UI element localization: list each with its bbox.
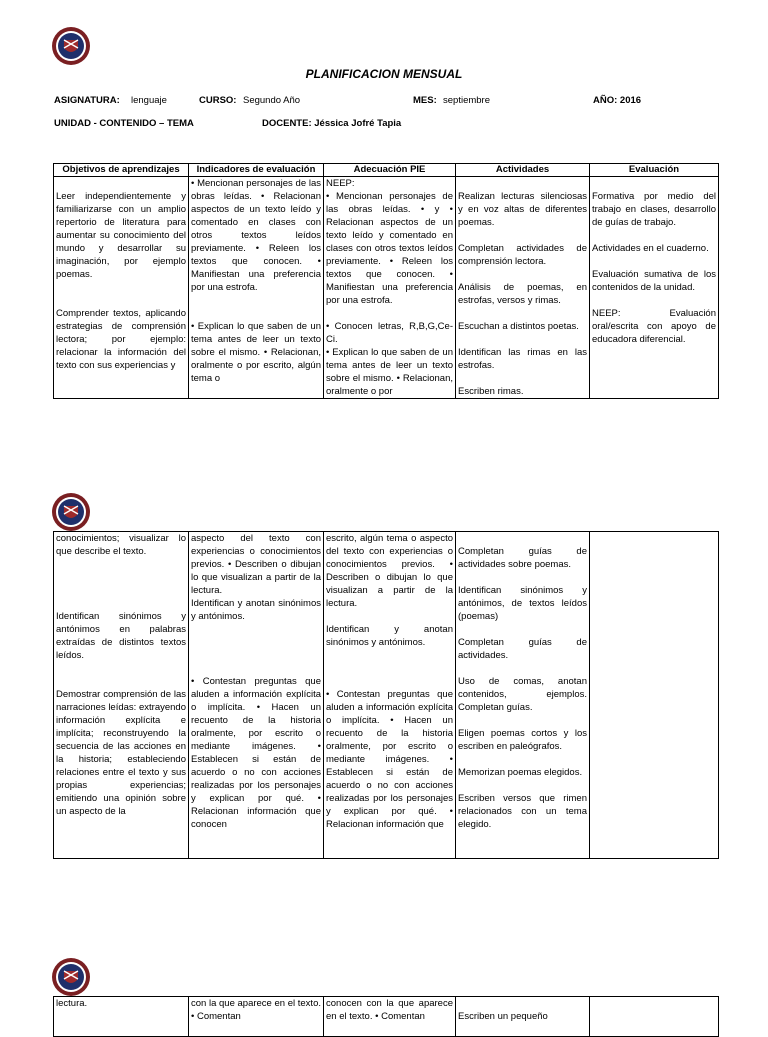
objective-text: conocimientos; visualizar lo que describe el texto. (56, 533, 186, 557)
activity-text: Escuchan a distintos poetas. (458, 321, 579, 332)
cell-adecuacion (324, 532, 456, 859)
table-row (54, 532, 719, 859)
indicator-text: Identifican y anotan sinónimos y antónimos. (191, 598, 321, 622)
school-crest-logo (51, 26, 91, 66)
objective-text: Identifican sinónimos y antónimos en palabras extraídas de distintos textos leídos. (56, 611, 186, 661)
cell-indicadores (189, 177, 324, 399)
header-actividades: Actividades (456, 164, 590, 177)
anio-label: AÑO: 2016 (593, 95, 642, 106)
objective-text: Leer independientemente y familiarizarse con un amplio repertorio de literatura para aumentar su conocimiento del mundo y desarrollar su imaginación, por ejemplo poemas. (56, 191, 186, 280)
cell-indicadores (189, 532, 324, 859)
cell-actividades (456, 997, 590, 1037)
planning-table-continued (53, 531, 719, 859)
evaluation-text: NEEP: Evaluación oral/escrita con apoyo de educadora diferencial. (592, 308, 716, 345)
objective-text: lectura. (56, 998, 88, 1009)
mes-label: MES: (413, 95, 437, 106)
activity-text: Realizan lecturas silenciosas y en voz altas de diferentes poemas. (458, 191, 587, 228)
pie-text: Identifican y anotan sinónimos y antónimos. (326, 624, 453, 648)
pie-text: NEEP: (326, 178, 355, 189)
table-row (54, 997, 719, 1037)
asignatura-value: lenguaje (131, 95, 167, 106)
pie-text: • Mencionan personajes de las obras leídas. • y • Relacionan aspectos de un texto leído y comentado en clases con otros textos leídos previamente. • Releen los textos que conocen. • Manifiestan una preferencia por una estrofa. (326, 191, 453, 306)
activity-text: Identifican las rimas en las estrofas. (458, 347, 587, 371)
planning-table (53, 163, 719, 399)
activity-text: Identifican sinónimos y antónimos, de textos leídos (poemas) (458, 585, 587, 622)
asignatura-label: ASIGNATURA: (54, 95, 120, 106)
header-indicadores: Indicadores de evaluación (189, 164, 324, 177)
pie-text: • Contestan preguntas que aluden a información explícita o implícita. • Hacen un recuento de la historia oralmente, por escrito o mediante imágenes. • Establecen si están de acuerdo o no con acciones realizadas por los personajes y explican por qué. • Relacionan información que (326, 689, 453, 830)
indicator-text: • Explican lo que saben de un tema antes de leer un texto sobre el mismo. • Relacionan, oralmente o por escrito, algún tema o (191, 321, 321, 384)
evaluation-text: Formativa por medio del trabajo en clases, desarrollo de guías de trabajo. (592, 191, 716, 228)
cell-evaluacion (590, 997, 719, 1037)
cell-objetivos (54, 997, 189, 1037)
cell-adecuacion (324, 997, 456, 1037)
evaluation-text: Evaluación sumativa de los contenidos de la unidad. (592, 269, 716, 293)
cell-objetivos (54, 532, 189, 859)
cell-evaluacion (590, 532, 719, 859)
activity-text: Escriben rimas. (458, 386, 524, 397)
table-header-row (54, 164, 719, 177)
cell-actividades (456, 177, 590, 399)
activity-text: Escriben versos que rimen relacionados con un tema elegido. (458, 793, 587, 830)
cell-objetivos (54, 177, 189, 399)
cell-evaluacion (590, 177, 719, 399)
pie-text: • Explican lo que saben de un tema antes de leer un texto sobre el mismo. • Relacionan, oralmente o por (326, 347, 453, 397)
header-evaluacion: Evaluación (590, 164, 719, 177)
pie-text: escrito, algún tema o aspecto del texto con experiencias o conocimientos previos. • Describen o dibujan lo que visualizan a partir de la lectura. (326, 533, 453, 609)
objective-text: Demostrar comprensión de las narraciones leídas: extrayendo información explícita e implícita; reconstruyendo la secuencia de las acciones en la historia; estableciendo relaciones entre el texto y sus propias experiencias; emitiendo una opinión sobre un aspecto de la (56, 689, 186, 817)
mes-value: septiembre (443, 95, 490, 106)
objective-text: Comprender textos, aplicando estrategias de comprensión lectora; por ejemplo: relacionar la información del texto con sus experiencias y (56, 308, 186, 371)
activity-text: Memorizan poemas elegidos. (458, 767, 583, 778)
indicator-text: • Mencionan personajes de las obras leídas. • Relacionan aspectos de un texto leído y comentado en clases con otros textos leídos previamente. • Releen los textos que conocen. • Manifiestan una preferencia por una estrofa. (191, 178, 321, 293)
pie-text: • Conocen letras, R,B,G,Ce-Ci. (326, 321, 453, 345)
school-crest-logo (51, 957, 91, 997)
indicator-text: aspecto del texto con experiencias o conocimientos previos. • Describen o dibujan lo que visualizan a partir de la lectura. (191, 533, 321, 596)
unidad-label: UNIDAD - CONTENIDO – TEMA (54, 118, 194, 129)
cell-actividades (456, 532, 590, 859)
header-adecuacion: Adecuación PIE (324, 164, 456, 177)
docente-label: DOCENTE: Jéssica Jofré Tapia (262, 118, 402, 129)
activity-text: Eligen poemas cortos y los escriben en paleógrafos. (458, 728, 587, 752)
cell-indicadores (189, 997, 324, 1037)
planning-table-continued (53, 996, 719, 1037)
table-row (54, 177, 719, 399)
header-objetivos: Objetivos de aprendizajes (54, 164, 189, 177)
school-crest-logo (51, 492, 91, 532)
activity-text: Análisis de poemas, en estrofas, versos y rimas. (458, 282, 587, 306)
cell-adecuacion (324, 177, 456, 399)
activity-text: Uso de comas, anotan contenidos, ejemplos. Completan guías. (458, 676, 587, 713)
curso-value: Segundo Año (243, 95, 301, 106)
activity-text: Escriben un pequeño (458, 1011, 548, 1022)
activity-text: Completan guías de actividades sobre poemas. (458, 546, 587, 570)
evaluation-text: Actividades en el cuaderno. (592, 243, 709, 254)
indicator-text: con la que aparece en el texto. • Comentan (191, 998, 321, 1022)
indicator-text: • Contestan preguntas que aluden a información explícita o implícita. • Hacen un recuento de la historia oralmente, por escrito o mediante imágenes. • Establecen si están de acuerdo o no con acciones realizadas por los personajes y explican por qué. • Relacionan información que conocen (191, 676, 321, 830)
pie-text: conocen con la que aparece en el texto. • Comentan (326, 998, 453, 1022)
curso-label: CURSO: (199, 95, 237, 106)
page-title: PLANIFICACION MENSUAL (305, 67, 463, 81)
activity-text: Completan guías de actividades. (458, 637, 587, 661)
activity-text: Completan actividades de comprensión lectora. (458, 243, 587, 267)
